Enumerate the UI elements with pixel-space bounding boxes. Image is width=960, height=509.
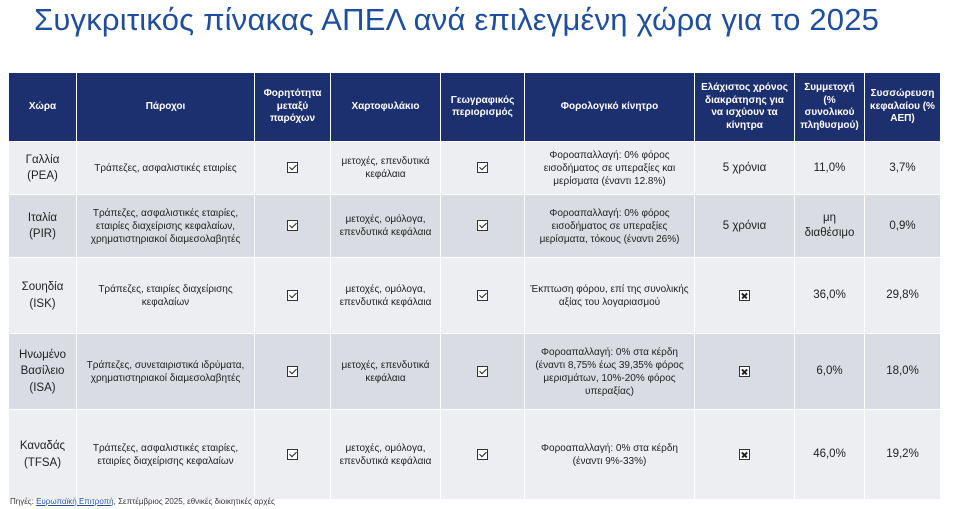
table-row: [9, 334, 941, 410]
portfolio-cell: μετοχές, ομόλογα, επενδυτικά κεφάλαια: [331, 195, 441, 258]
portfolio-cell: μετοχές, επενδυτικά κεφάλαια: [331, 334, 441, 410]
participation-cell: 46,0%: [795, 410, 865, 500]
checkbox-icon: [287, 290, 298, 301]
portfolio-cell: μετοχές, ομόλογα, επενδυτικά κεφάλαια: [331, 410, 441, 500]
checkbox-icon: [287, 162, 298, 173]
checkbox-icon: [477, 220, 488, 231]
checkbox-icon: [477, 162, 488, 173]
header-min-holding: Ελάχιστος χρόνος διακράτησης για να ισχύουν τα κίνητρα: [695, 73, 795, 142]
participation-cell: 6,0%: [795, 334, 865, 410]
providers-cell: Τράπεζες, εταιρίες διαχείρισης κεφαλαίων: [77, 258, 255, 334]
min-holding-cell: [695, 334, 795, 410]
portfolio-cell: μετοχές, ομόλογα, επενδυτικά κεφάλαια: [331, 258, 441, 334]
cross-box-icon: [739, 449, 750, 460]
table-row: [9, 142, 941, 195]
country-cell: Καναδάς (TFSA): [9, 410, 77, 500]
source-suffix: , Σεπτέμβριος 2025, εθνικές διοικητικές αρχές: [113, 497, 275, 506]
geo-cell: [441, 142, 525, 195]
min-holding-cell: 5 χρόνια: [695, 142, 795, 195]
capital-cell: 19,2%: [865, 410, 941, 500]
capital-cell: 0,9%: [865, 195, 941, 258]
comparison-table: [8, 72, 941, 500]
tax-cell: Έκπτωση φόρου, επί της συνολικής αξίας του λογαριασμού: [525, 258, 695, 334]
portability-cell: [255, 410, 331, 500]
page-title: Συγκριτικός πίνακας ΑΠΕΛ ανά επιλεγμένη χώρα για το 2025: [34, 2, 880, 37]
header-portfolio: Χαρτοφυλάκιο: [331, 73, 441, 142]
checkbox-icon: [477, 290, 488, 301]
header-geo-restriction: Γεωγραφικός περιορισμός: [441, 73, 525, 142]
portability-cell: [255, 195, 331, 258]
participation-cell: μη διαθέσιμο: [795, 195, 865, 258]
providers-cell: Τράπεζες, ασφαλιστικές εταιρίες, εταιρίες διαχείρισης κεφαλαίων: [77, 410, 255, 500]
providers-cell: Τράπεζες, συνεταιριστικά ιδρύματα, χρηματιστηριακοί διαμεσολαβητές: [77, 334, 255, 410]
portability-cell: [255, 258, 331, 334]
cross-box-icon: [739, 366, 750, 377]
geo-cell: [441, 334, 525, 410]
participation-cell: 36,0%: [795, 258, 865, 334]
participation-cell: 11,0%: [795, 142, 865, 195]
header-tax-incentive: Φορολογικό κίνητρο: [525, 73, 695, 142]
country-cell: Ιταλία (PIR): [9, 195, 77, 258]
min-holding-cell: [695, 258, 795, 334]
checkbox-icon: [477, 449, 488, 460]
checkbox-icon: [287, 449, 298, 460]
header-capital: Συσσώρευση κεφαλαίου (% ΑΕΠ): [865, 73, 941, 142]
country-cell: Γαλλία (PEA): [9, 142, 77, 195]
tax-cell: Φοροαπαλλαγή: 0% στα κέρδη (έναντι 9%-33%): [525, 410, 695, 500]
capital-cell: 3,7%: [865, 142, 941, 195]
checkbox-icon: [287, 220, 298, 231]
checkbox-icon: [287, 366, 298, 377]
header-participation: Συμμετοχή (% συνολικού πληθυσμού): [795, 73, 865, 142]
country-cell: Σουηδία (ISK): [9, 258, 77, 334]
portfolio-cell: μετοχές, επενδυτικά κεφάλαια: [331, 142, 441, 195]
source-note: [10, 497, 275, 506]
portability-cell: [255, 142, 331, 195]
header-portability: Φορητότητα μεταξύ παρόχων: [255, 73, 331, 142]
min-holding-cell: 5 χρόνια: [695, 195, 795, 258]
table-row: [9, 258, 941, 334]
table-row: [9, 195, 941, 258]
header-country: Χώρα: [9, 73, 77, 142]
providers-cell: Τράπεζες, ασφαλιστικές εταιρίες, εταιρίες διαχείρισης κεφαλαίων, χρηματιστηριακοί διαμεσολαβητές: [77, 195, 255, 258]
header-providers: Πάροχοι: [77, 73, 255, 142]
table-header-row: [9, 73, 941, 142]
tax-cell: Φοροαπαλλαγή: 0% φόρος εισοδήματος σε υπεραξίες και μερίσματα (έναντι 12.8%): [525, 142, 695, 195]
min-holding-cell: [695, 410, 795, 500]
geo-cell: [441, 410, 525, 500]
capital-cell: 29,8%: [865, 258, 941, 334]
country-cell: Ηνωμένο Βασίλειο (ISA): [9, 334, 77, 410]
checkbox-icon: [477, 366, 488, 377]
cross-box-icon: [739, 290, 750, 301]
capital-cell: 18,0%: [865, 334, 941, 410]
geo-cell: [441, 195, 525, 258]
geo-cell: [441, 258, 525, 334]
providers-cell: Τράπεζες, ασφαλιστικές εταιρίες: [77, 142, 255, 195]
source-prefix: Πηγές:: [10, 497, 37, 506]
source-link[interactable]: Ευρωπαϊκή Επιτροπή: [36, 497, 114, 506]
table-row: [9, 410, 941, 500]
tax-cell: Φοροαπαλλαγή: 0% φόρος εισοδήματος σε υπεραξίες μερίσματα, τόκους (έναντι 26%): [525, 195, 695, 258]
portability-cell: [255, 334, 331, 410]
tax-cell: Φοροαπαλλαγή: 0% στα κέρδη (έναντι 8,75% έως 39,35% φόρος μερισμάτων, 10%-20% φόρος υπεραξίας): [525, 334, 695, 410]
